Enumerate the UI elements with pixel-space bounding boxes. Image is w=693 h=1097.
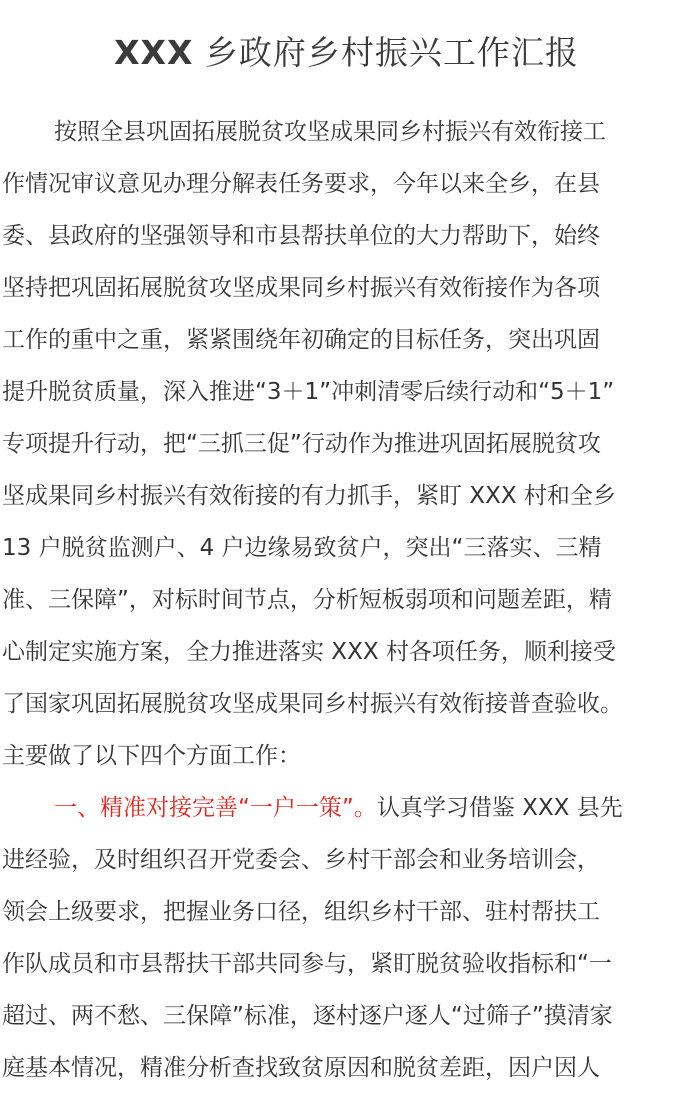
paragraph-line: 提升脱贫质量，深入推进“3＋1”冲刺清零后续行动和“5＋1”	[2, 379, 615, 405]
paragraph-line: 作情况审议意见办理分解表任务要求，今年以来全乡，在县	[2, 171, 600, 197]
paragraph-line: 13 户脱贫监测户、4 户边缘易致贫户，突出“三落实、三精	[2, 535, 602, 561]
title-prefix: XXX	[114, 33, 194, 72]
paragraph-line: 进经验，及时组织召开党委会、乡村干部会和业务培训会，	[2, 847, 600, 873]
section-heading: 一、精准对接完善“一户一策”。	[54, 795, 377, 821]
paragraph-line: 按照全县巩固拓展脱贫攻坚成果同乡村振兴有效衔接工	[54, 119, 606, 145]
paragraph-line: 主要做了以下四个方面工作：	[2, 743, 301, 769]
paragraph-line: 心制定实施方案，全力推进落实 XXX 村各项任务，顺利接受	[2, 639, 616, 665]
paragraph-line: 庭基本情况，精准分析查找致贫原因和脱贫差距，因户因人	[2, 1055, 600, 1081]
title-text: 乡政府乡村振兴工作汇报	[193, 33, 579, 72]
paragraph-line: 坚持把巩固拓展脱贫攻坚成果同乡村振兴有效衔接作为各项	[2, 275, 600, 301]
paragraph-line: 作队成员和市县帮扶干部共同参与，紧盯脱贫验收指标和“一	[2, 951, 612, 977]
paragraph-line: 坚成果同乡村振兴有效衔接的有力抓手，紧盯 XXX 村和全乡	[2, 483, 616, 509]
paragraph-line: 领会上级要求，把握业务口径，组织乡村干部、驻村帮扶工	[2, 899, 600, 925]
section-text: 认真学习借鉴 XXX 县先	[376, 795, 623, 821]
document-title	[0, 30, 693, 76]
paragraph-line: 委、县政府的坚强领导和市县帮扶单位的大力帮助下，始终	[2, 223, 600, 249]
paragraph-line: 了国家巩固拓展脱贫攻坚成果同乡村振兴有效衔接普查验收。	[2, 691, 623, 717]
paragraph-line: 准、三保障”，对标时间节点，分析短板弱项和问题差距，精	[2, 587, 612, 613]
paragraph-line: 专项提升行动，把“三抓三促”行动作为推进巩固拓展脱贫攻	[2, 431, 601, 457]
paragraph-line: 超过、两不愁、三保障”标准，逐村逐户逐人“过筛子”摸清家	[2, 1003, 613, 1029]
document-body	[2, 106, 693, 1094]
section-heading-line	[2, 782, 693, 834]
paragraph-line: 工作的重中之重，紧紧围绕年初确定的目标任务，突出巩固	[2, 327, 600, 353]
